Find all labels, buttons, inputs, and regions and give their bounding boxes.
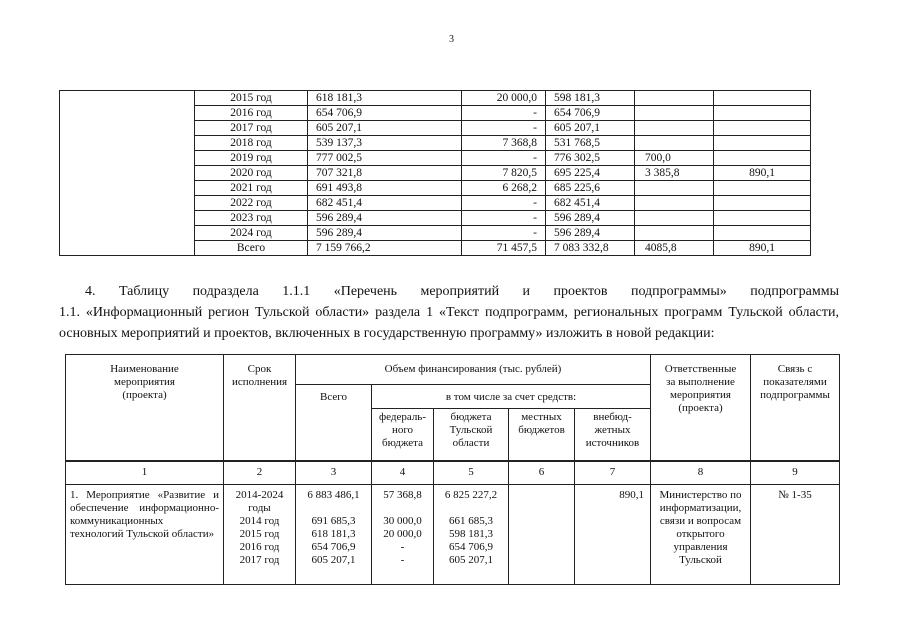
header-including: в том числе за счет средств: [372,385,651,409]
funding-by-year-table [59,90,811,256]
cell-federal: - [462,151,546,166]
cell-total: 777 002,5 [308,151,462,166]
measure-local [509,484,575,584]
measure-federal: 57 368,8 30 000,0 20 000,0 - - [372,484,434,584]
continuation-cell [60,91,195,256]
col-number: 7 [575,461,651,485]
cell-year: 2022 год [195,196,308,211]
cell-total: 654 706,9 [308,106,462,121]
measure-name: 1. Мероприятие «Развитие и обеспечение информационно-коммуникационных технологий Тульской области» [66,484,224,584]
measure-responsible: Министерство по информатизации, связи и вопросам открытого управления Тульской [651,484,751,584]
col-number: 1 [66,461,224,485]
cell-regional: 596 289,4 [546,226,635,241]
col-number: 2 [224,461,296,485]
cell-extra [714,151,811,166]
cell-year: 2024 год [195,226,308,241]
cell-regional: 695 225,4 [546,166,635,181]
cell-federal: 20 000,0 [462,91,546,106]
cell-local: 700,0 [635,151,714,166]
cell-local [635,106,714,121]
col-number: 4 [372,461,434,485]
cell-extra [714,91,811,106]
cell-year: 2015 год [195,91,308,106]
measure-total: 6 883 486,1 691 685,3 618 181,3 654 706,9 605 207,1 [296,484,372,584]
cell-local [635,226,714,241]
cell-total: 539 137,3 [308,136,462,151]
page-number: 3 [449,34,454,45]
cell-regional: 654 706,9 [546,106,635,121]
cell-extra [714,181,811,196]
cell-extra [714,196,811,211]
col-number: 5 [434,461,509,485]
cell-year: Всего [195,241,308,256]
cell-total: 605 207,1 [308,121,462,136]
measure-link: № 1-35 [751,484,840,584]
cell-total: 596 289,4 [308,211,462,226]
cell-local [635,136,714,151]
cell-regional: 598 181,3 [546,91,635,106]
cell-total: 618 181,3 [308,91,462,106]
header-name: Наименование мероприятия (проекта) [66,355,224,461]
cell-extra: 890,1 [714,241,811,256]
col-number: 9 [751,461,840,485]
cell-year: 2016 год [195,106,308,121]
header-regional: бюджета Тульской области [434,409,509,461]
measure-regional: 6 825 227,2 661 685,3 598 181,3 654 706,9 605 207,1 [434,484,509,584]
cell-federal: 6 268,2 [462,181,546,196]
paragraph-rest: 1.1. «Информационный регион Тульской области» раздела 1 «Текст подпрограмм, региональных программ Тульской области, основных мероприятий и проектов, включенных в государственную программу» изложить в новой редакции: [59,305,839,341]
cell-local [635,91,714,106]
cell-year: 2018 год [195,136,308,151]
cell-federal: 71 457,5 [462,241,546,256]
col-number: 8 [651,461,751,485]
cell-regional: 7 083 332,8 [546,241,635,256]
cell-federal: - [462,196,546,211]
cell-federal: 7 368,8 [462,136,546,151]
cell-extra [714,226,811,241]
header-term: Срок исполнения [224,355,296,461]
header-responsible: Ответственные за выполнение мероприятия (проекта) [651,355,751,461]
cell-total: 682 451,4 [308,196,462,211]
measure-term: 2014-2024 годы 2014 год 2015 год 2016 год 2017 год [224,484,296,584]
cell-regional: 531 768,5 [546,136,635,151]
cell-year: 2020 год [195,166,308,181]
cell-year: 2017 год [195,121,308,136]
cell-extra [714,136,811,151]
cell-local [635,121,714,136]
header-link: Связь с показателями подпрограммы [751,355,840,461]
cell-local [635,181,714,196]
table-row [60,91,811,106]
cell-year: 2023 год [195,211,308,226]
cell-year: 2019 год [195,151,308,166]
cell-federal: - [462,121,546,136]
cell-total: 7 159 766,2 [308,241,462,256]
header-funding: Объем финансирования (тыс. рублей) [296,355,651,385]
paragraph-line-1: 4. Таблицу подраздела 1.1.1 «Перечень мероприятий и проектов подпрограммы» подпрограммы [85,284,839,299]
measure-extra: 890,1 [575,484,651,584]
cell-local: 3 385,8 [635,166,714,181]
cell-extra [714,121,811,136]
cell-federal: 7 820,5 [462,166,546,181]
cell-total: 691 493,8 [308,181,462,196]
header-extra: внебюд- жетных источников [575,409,651,461]
cell-regional: 596 289,4 [546,211,635,226]
cell-year: 2021 год [195,181,308,196]
header-total: Всего [296,385,372,461]
cell-total: 596 289,4 [308,226,462,241]
cell-extra [714,211,811,226]
cell-local [635,211,714,226]
cell-extra: 890,1 [714,166,811,181]
cell-regional: 776 302,5 [546,151,635,166]
header-local: местных бюджетов [509,409,575,461]
measures-table [65,354,840,585]
col-number: 3 [296,461,372,485]
cell-federal: - [462,226,546,241]
header-federal: федераль- ного бюджета [372,409,434,461]
cell-total: 707 321,8 [308,166,462,181]
amendment-paragraph [59,281,839,344]
cell-federal: - [462,211,546,226]
cell-regional: 682 451,4 [546,196,635,211]
col-number: 6 [509,461,575,485]
cell-regional: 685 225,6 [546,181,635,196]
cell-extra [714,106,811,121]
cell-local: 4085,8 [635,241,714,256]
cell-local [635,196,714,211]
cell-federal: - [462,106,546,121]
cell-regional: 605 207,1 [546,121,635,136]
